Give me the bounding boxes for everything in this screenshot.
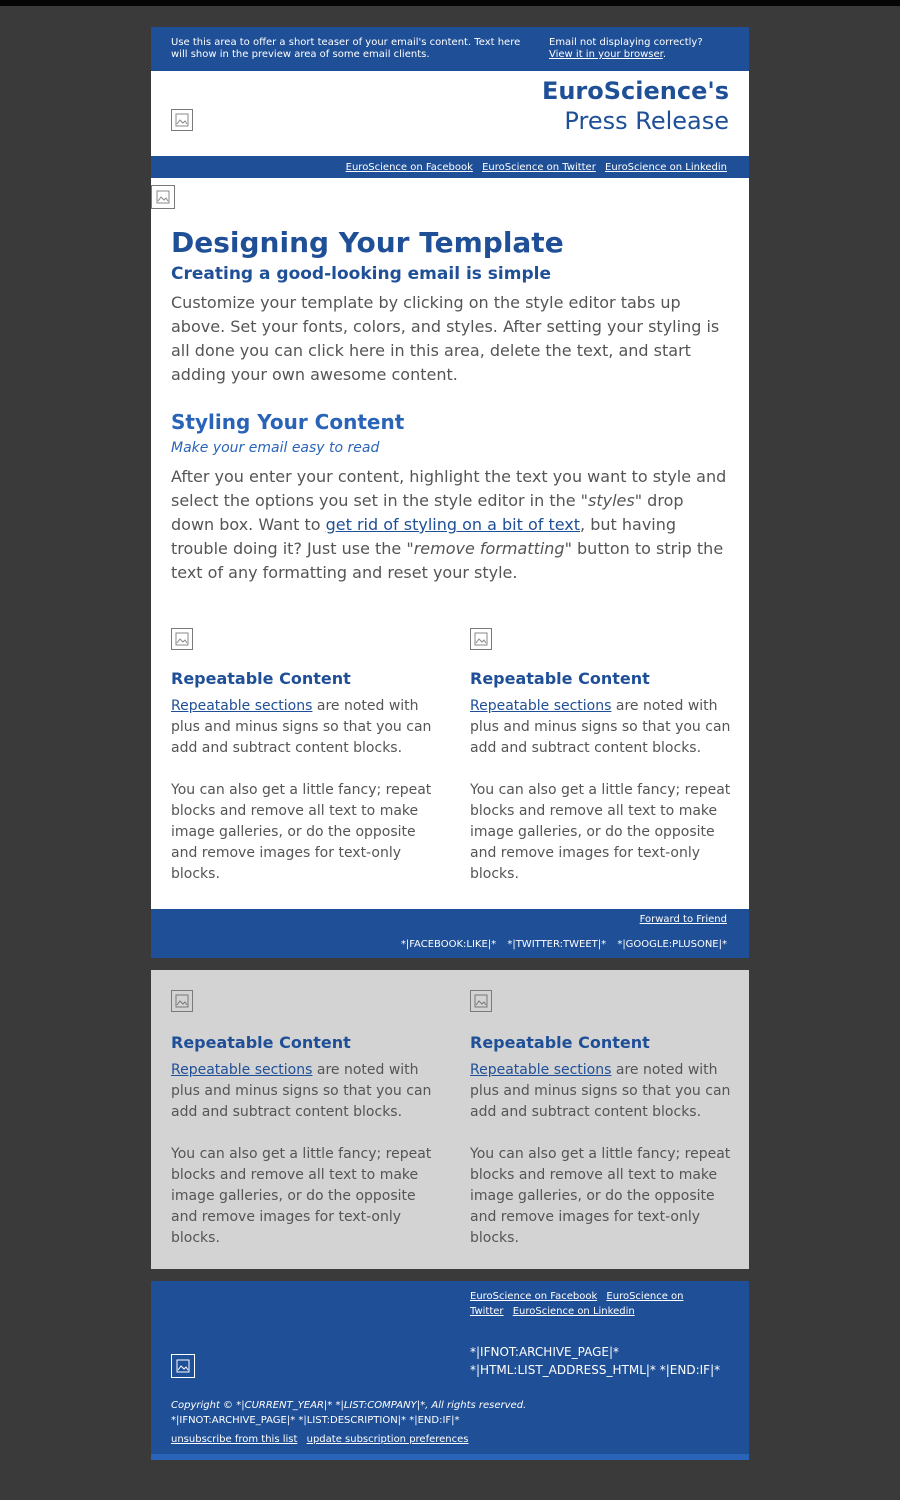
unsubscribe-link[interactable]: unsubscribe from this list	[171, 1434, 298, 1445]
repeatable-title: Repeatable Content	[171, 1033, 351, 1052]
twitter-tweet-tag[interactable]: *|TWITTER:TWEET|*	[507, 939, 607, 950]
broken-image-icon	[474, 632, 488, 646]
repeatable-title: Repeatable Content	[470, 669, 650, 688]
repeatable-text-2: You can also get a little fancy; repeat blocks and remove all text to make image galleries, or do the opposite and remove images for text-only blocks.	[171, 782, 432, 882]
repeatable-text-1: are noted with plus and minus signs so that you can add and subtract content blocks.	[470, 1062, 731, 1120]
repeatable-title: Repeatable Content	[470, 1033, 650, 1052]
repeatable-text	[470, 1060, 735, 1249]
view-in-browser-link[interactable]: View it in your browser	[549, 49, 663, 60]
google-plusone-tag[interactable]: *|GOOGLE:PLUSONE|*	[617, 939, 727, 950]
email-body	[151, 178, 749, 909]
linkedin-link[interactable]: EuroScience on Linkedin	[605, 162, 727, 173]
repeatable-column-left	[171, 628, 436, 888]
twitter-link[interactable]: EuroScience on Twitter	[482, 162, 596, 173]
share-merge-tags	[393, 939, 727, 950]
subheading-simple: Creating a good-looking email is simple	[171, 264, 551, 284]
header	[151, 71, 749, 156]
broken-image-icon	[156, 190, 170, 204]
header-title-line1: EuroScience's	[541, 77, 729, 105]
footer-bottom-line	[151, 1454, 749, 1460]
repeatable-sections-link[interactable]: Repeatable sections	[470, 698, 612, 714]
footer-twitter-link[interactable]: EuroScience on Twitter	[470, 1291, 684, 1317]
repeatable-sections-link[interactable]: Repeatable sections	[171, 698, 313, 714]
update-preferences-link[interactable]: update subscription preferences	[306, 1434, 469, 1445]
column-image-placeholder	[470, 628, 492, 650]
top-edge-bar	[0, 0, 900, 6]
footer-facebook-link[interactable]: EuroScience on Facebook	[470, 1291, 598, 1302]
remove-styling-link[interactable]: get rid of styling on a bit of text	[325, 515, 581, 534]
header-title-line2: Press Release	[564, 107, 729, 135]
preheader-teaser: Use this area to offer a short teaser of your email's content. Text here will show in the preview area of some email clients.	[171, 37, 521, 60]
gray-repeatable-section	[151, 970, 749, 1269]
repeatable-column-right	[470, 990, 735, 1250]
period-text: .	[662, 49, 667, 60]
body-image-placeholder	[151, 185, 175, 209]
header-title	[542, 76, 729, 136]
footer	[151, 1281, 749, 1454]
list-description: *|IFNOT:ARCHIVE_PAGE|* *|LIST:DESCRIPTION|* *|END:IF|*	[171, 1415, 460, 1426]
broken-image-icon	[175, 994, 189, 1008]
repeatable-column-left	[171, 990, 436, 1250]
repeatable-column-right	[470, 628, 735, 888]
intro-paragraph: Customize your template by clicking on the style editor tabs up above. Set your fonts, colors, and styles. After setting your styling is all done you can click here in this area, delete the text, and start adding your own awesome content.	[171, 293, 720, 384]
repeatable-text-2: You can also get a little fancy; repeat blocks and remove all text to make image galleries, or do the opposite and remove images for text-only blocks.	[470, 1146, 731, 1246]
repeatable-text-1: are noted with plus and minus signs so that you can add and subtract content blocks.	[171, 1062, 432, 1120]
footer-address	[470, 1343, 740, 1379]
p2-styles: styles	[588, 491, 635, 510]
column-image-placeholder	[171, 628, 193, 650]
footer-logo-placeholder	[171, 1354, 195, 1378]
broken-image-icon	[175, 632, 189, 646]
forward-to-friend-link[interactable]: Forward to Friend	[639, 914, 727, 925]
header-image-placeholder	[171, 109, 193, 131]
repeatable-text	[470, 696, 735, 885]
heading-styling: Styling Your Content	[171, 410, 405, 434]
subheading-easy-read: Make your email easy to read	[171, 440, 380, 456]
footer-social-links	[470, 1289, 700, 1319]
footer-social-bar	[151, 909, 749, 958]
p2-text-d: " button to strip the text of any formatting and reset your style.	[171, 539, 724, 582]
footer-linkedin-link[interactable]: EuroScience on Linkedin	[512, 1306, 635, 1317]
p2-text-c: , but having trouble doing it? Just use the "	[171, 515, 677, 558]
repeatable-text-1: are noted with plus and minus signs so that you can add and subtract content blocks.	[171, 698, 432, 756]
footer-unsubscribe	[171, 1434, 475, 1445]
styling-paragraph	[171, 465, 731, 585]
facebook-like-tag[interactable]: *|FACEBOOK:LIKE|*	[400, 939, 497, 950]
p2-text-b: " drop down box. Want to	[171, 491, 684, 534]
address-line-1: *|IFNOT:ARCHIVE_PAGE|*	[470, 1345, 620, 1359]
footer-copyright	[171, 1398, 671, 1428]
column-image-placeholder	[171, 990, 193, 1012]
repeatable-text-2: You can also get a little fancy; repeat blocks and remove all text to make image galleries, or do the opposite and remove images for text-only blocks.	[470, 782, 731, 882]
preheader	[151, 27, 749, 71]
broken-image-icon	[474, 994, 488, 1008]
facebook-link[interactable]: EuroScience on Facebook	[345, 162, 473, 173]
p2-remove-formatting: remove formatting	[413, 539, 565, 558]
repeatable-sections-link[interactable]: Repeatable sections	[171, 1062, 313, 1078]
not-displaying-text: Email not displaying correctly?	[549, 37, 703, 48]
repeatable-text	[171, 1060, 436, 1249]
repeatable-text-2: You can also get a little fancy; repeat blocks and remove all text to make image galleries, or do the opposite and remove images for text-only blocks.	[171, 1146, 432, 1246]
preheader-browser-notice	[549, 37, 739, 61]
repeatable-title: Repeatable Content	[171, 669, 351, 688]
repeatable-text-1: are noted with plus and minus signs so that you can add and subtract content blocks.	[470, 698, 731, 756]
column-image-placeholder	[470, 990, 492, 1012]
copyright-text: Copyright © *|CURRENT_YEAR|* *|LIST:COMPANY|*, All rights reserved.	[171, 1400, 527, 1411]
repeatable-sections-link[interactable]: Repeatable sections	[470, 1062, 612, 1078]
p2-text-a: After you enter your content, highlight the text you want to style and select the options you set in the style editor in the "	[171, 467, 727, 510]
broken-image-icon	[176, 1359, 190, 1373]
heading-designing: Designing Your Template	[171, 226, 564, 259]
repeatable-text	[171, 696, 436, 885]
address-line-2: *|HTML:LIST_ADDRESS_HTML|* *|END:IF|*	[470, 1363, 721, 1377]
broken-image-icon	[175, 113, 189, 127]
social-bar	[151, 156, 749, 178]
